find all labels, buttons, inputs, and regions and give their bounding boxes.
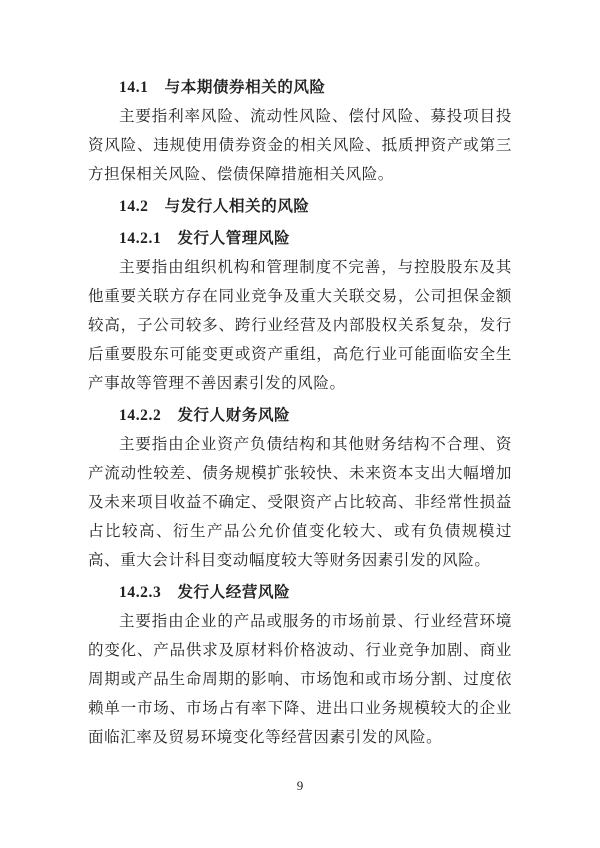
section-heading: 14.2.3 发行人经营风险	[119, 584, 291, 601]
section-heading: 14.2.1 发行人管理风险	[119, 230, 291, 247]
body-paragraph: 主要指由企业的产品或服务的市场前景、行业经营环境的变化、产品供求及原材料价格波动、行业竞争加剧、商业周期或产品生命周期的影响、市场饱和或市场分割、过度依赖单一市场、市场占有率下降、进出口业务规模较大的企业面临汇率及贸易环境变化等经营因素引发的风险。	[88, 613, 512, 746]
section-heading: 14.2.2 发行人财务风险	[119, 407, 291, 424]
page-number: 9	[296, 778, 304, 793]
body-paragraph: 主要指由企业资产负债结构和其他财务结构不合理、资产流动性较差、债务规模扩张较快、未来资本支出大幅增加及未来项目收益不确定、受限资产占比较高、非经常性损益占比较高、衍生产品公允价值变化较大、或有负债规模过高、重大会计科目变动幅度较大等财务因素引发的风险。	[88, 436, 512, 569]
body-paragraph: 主要指由组织机构和管理制度不完善，与控股股东及其他重要关联方存在同业竞争及重大关联交易，公司担保金额较高，子公司较多、跨行业经营及内部股权关系复杂，发行后重要股东可能变更或资产重组，高危行业可能面临安全生产事故等管理不善因素引发的风险。	[88, 259, 512, 392]
document-content	[88, 73, 512, 752]
section-heading: 14.2 与发行人相关的风险	[119, 198, 310, 215]
body-paragraph: 主要指利率风险、流动性风险、偿付风险、募投项目投资风险、违规使用债券资金的相关风险、抵质押资产或第三方担保相关风险、偿债保障措施相关风险。	[88, 108, 512, 183]
section-heading: 14.1 与本期债券相关的风险	[119, 79, 326, 96]
